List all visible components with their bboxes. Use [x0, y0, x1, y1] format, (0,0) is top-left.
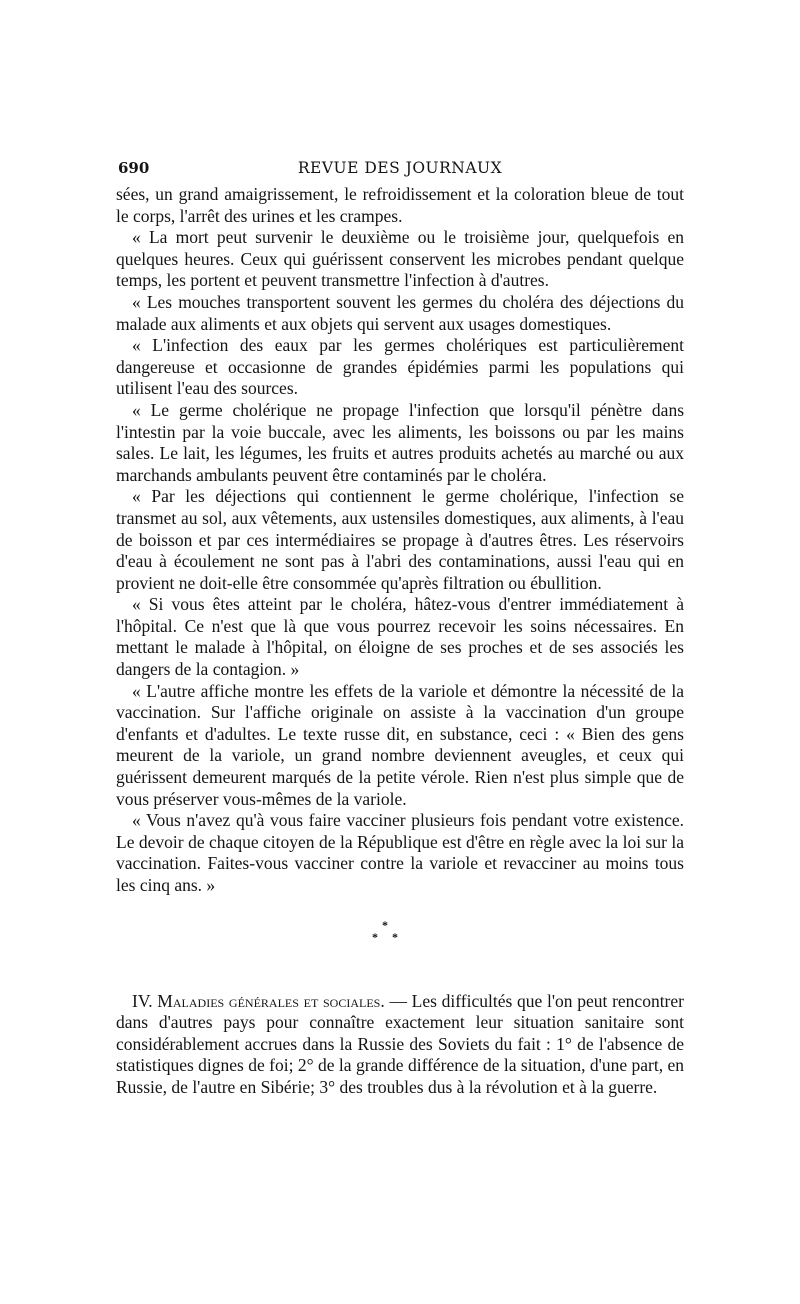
body-text	[116, 184, 684, 1099]
paragraph-9: « Vous n'avez qu'à vous faire vacciner plusieurs fois pendant votre existence. Le devoir de chaque citoyen de la République est d'être en règle avec la loi sur la vaccination. Faites-vous vacciner contre la variole et revacciner au moins tous les cinq ans. »	[116, 810, 684, 895]
page-header	[116, 156, 684, 184]
running-head: REVUE DES JOURNAUX	[297, 159, 503, 177]
section-paragraph	[116, 991, 684, 1099]
paragraph-4: « L'infection des eaux par les germes cholériques est particulièrement dangereuse et occasionne de grandes épidémies parmi les populations qui utilisent l'eau des sources.	[116, 335, 684, 399]
asterism-divider	[116, 911, 684, 969]
paragraph-2: « La mort peut survenir le deuxième ou le troisième jour, quelquefois en quelques heures. Ceux qui guérissent conservent les microbes pendant quelque temps, les portent et peuvent transmettre l'infection à d'autres.	[116, 227, 684, 291]
asterism-star-top: *	[382, 917, 388, 932]
page-number: 690	[118, 159, 150, 177]
asterism-star-left: *	[372, 929, 378, 944]
book-page	[116, 156, 684, 1099]
paragraph-6: « Par les déjections qui contiennent le germe cholérique, l'infection se transmet au sol, aux vêtements, aux ustensiles domestiques, aux aliments, à l'eau de boisson et par ces intermédiaires se propage à d'autres êtres. Les réservoirs d'eau à écoulement ne sont pas à l'abri des contaminations, aussi l'eau qui en provient ne doit-elle être consommée qu'après filtration ou ébullition.	[116, 486, 684, 593]
paragraph-5: « Le germe cholérique ne propage l'infection que lorsqu'il pénètre dans l'intestin par la voie buccale, avec les aliments, les boissons ou par les mains sales. Le lait, les légumes, les fruits et autres produits achetés au marché ou aux marchands ambulants peuvent être contaminés par le choléra.	[116, 399, 684, 485]
paragraph-3: « Les mouches transportent souvent les germes du choléra des déjections du malade aux aliments et aux objets qui servent aux usages domestiques.	[116, 291, 684, 334]
paragraph-1: sées, un grand amaigrissement, le refroidissement et la coloration bleue de tout le corps, l'arrêt des urines et les crampes.	[116, 184, 684, 226]
paragraph-7: « Si vous êtes atteint par le choléra, hâtez-vous d'entrer immédiatement à l'hôpital. Ce n'est que là que vous pourrez recevoir les soins nécessaires. En mettant le malade à l'hôpital, on éloigne de ses proches et de ses associés les dangers de la contagion. »	[116, 594, 684, 680]
paragraph-8: « L'autre affiche montre les effets de la variole et démontre la nécessité de la vaccination. Sur l'affiche originale on assiste à la vaccination d'un groupe d'enfants et d'adultes. Le texte russe dit, en substance, ceci : « Bien des gens meurent de la variole, un grand nombre deviennent aveugles, et ceux qui guérissent demeurent marqués de la petite vérole. Rien n'est plus simple que de vous préserver vous-mêmes de la variole.	[116, 680, 684, 809]
section-heading: IV. Maladies générales et sociales.	[132, 990, 385, 1011]
section-text: — Les difficultés que l'on peut rencontrer dans d'autres pays pour connaître exactement leur situation sanitaire sont considérablement accrues dans la Russie des Soviets du fait : 1° de l'absence de statistiques dignes de foi; 2° de la grande différence de la situation, d'une part, en Russie, de l'autre en Sibérie; 3° des troubles dus à la révolution et à la guerre.	[116, 990, 684, 1097]
asterism-star-right: *	[392, 929, 398, 944]
